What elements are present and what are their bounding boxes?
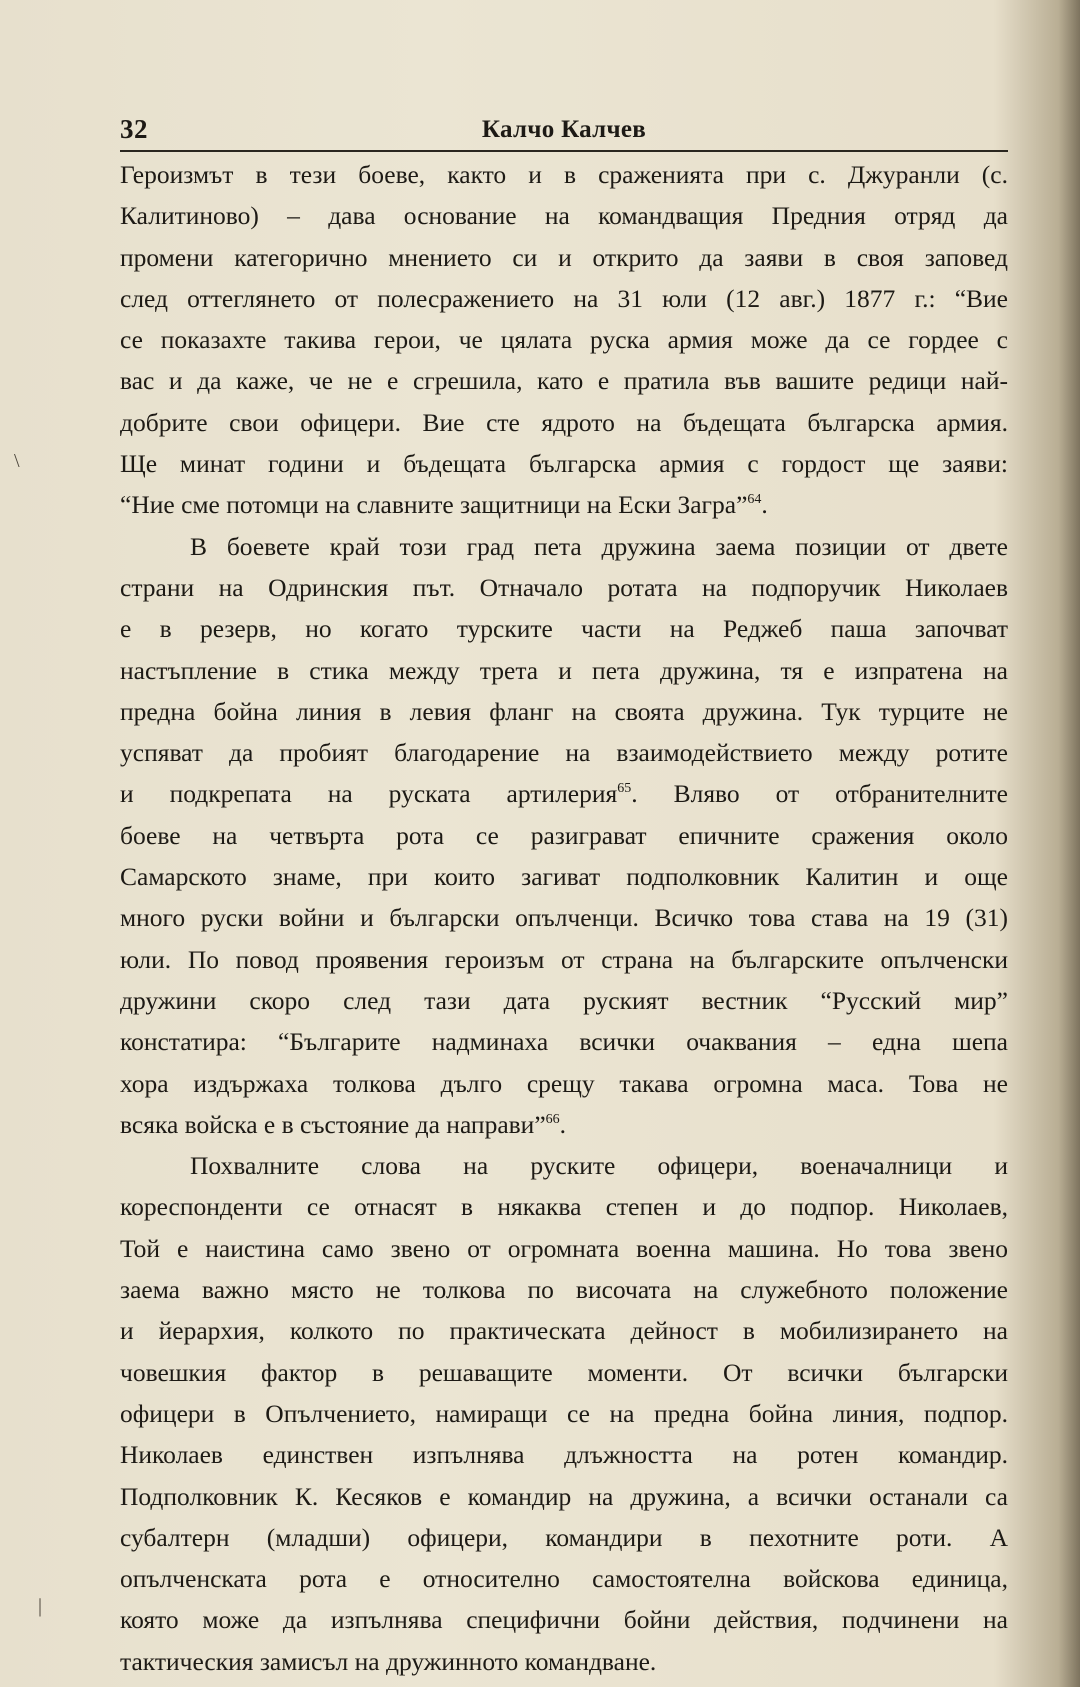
text-line — [120, 1599, 1008, 1640]
line-text: дружини скоро след тази дата руският вестник “Русский мир” — [120, 985, 1008, 1015]
line-text: офицери в Опълчението, намиращи се на предна бойна линия, подпор. — [120, 1398, 1008, 1428]
line-text: Калитиново) – дава основание на командващия Предния отряд да — [120, 201, 1008, 231]
text-line — [120, 1352, 1008, 1393]
text-line — [120, 360, 1008, 401]
line-text: всяка войска е в състояние да направи” — [120, 1109, 546, 1139]
paragraph — [120, 154, 1008, 526]
paragraph — [120, 1145, 1008, 1682]
text-line — [120, 1434, 1008, 1475]
line-text: и подкрепата на руската артилерия — [120, 779, 618, 809]
text-line — [120, 1476, 1008, 1517]
text-line — [120, 402, 1008, 443]
text-line — [120, 1228, 1008, 1269]
line-text-tail: . — [761, 490, 768, 520]
text-line — [120, 1310, 1008, 1351]
line-text: страни на Одринския път. Отначало ротата на подпоручик Николаев — [120, 572, 1008, 602]
line-text: след оттеглянето от полесражението на 31 юли (12 авг.) 1877 г.: “Вие — [120, 283, 1008, 313]
text-line — [120, 691, 1008, 732]
line-text: която може да изпълнява специфични бойни действия, подчинени на — [120, 1605, 1008, 1635]
text-line — [120, 732, 1008, 773]
running-head-author: Калчо Калчев — [481, 116, 647, 143]
line-text: кореспонденти се отнасят в някаква степен и до подпор. Николаев, — [120, 1192, 1008, 1222]
line-text: и йерархия, колкото по практическата дейност в мобилизирането на — [120, 1316, 1008, 1346]
line-text: В боевете край този град пета дружина заема позиции от двете — [190, 531, 1008, 561]
header-rule — [120, 150, 1008, 152]
line-text: предна бойна линия в левия фланг на своята дружина. Тук турците не — [120, 696, 1008, 726]
text-line — [120, 443, 1008, 484]
line-text: заема важно място не толкова по височата на служебното положение — [120, 1275, 1008, 1305]
text-line — [120, 1186, 1008, 1227]
text-line — [120, 1558, 1008, 1599]
line-text-tail: . Вляво от отбранителните — [631, 779, 1008, 809]
line-text: се показахте такива герои, че цялата руска армия може да се гордее с — [120, 325, 1008, 355]
line-text: промени категорично мнението си и открито да заяви в своя заповед — [120, 242, 1008, 272]
text-line — [120, 856, 1008, 897]
line-text: много руски войни и български опълченци. Всичко това става на 19 (31) — [120, 903, 1008, 933]
line-text: успяват да пробият благодарение на взаимодействието между ротите — [120, 738, 1008, 768]
line-text: настъпление в стика между трета и пета дружина, тя е изпратена на — [120, 655, 1008, 685]
text-line — [120, 195, 1008, 236]
line-text: хора издържаха толкова дълго срещу такава огромна маса. Това не — [120, 1068, 1008, 1098]
line-text: субалтерн (младши) офицери, командири в пехотните роти. А — [120, 1522, 1008, 1552]
text-line — [120, 1021, 1008, 1062]
line-text: Подполковник К. Кесяков е командир на дружина, а всички останали са — [120, 1481, 1008, 1511]
line-text: Той е наистина само звено от огромната военна машина. Но това звено — [120, 1233, 1008, 1263]
footnote-reference: 64 — [747, 492, 762, 508]
body-text — [120, 154, 1008, 1682]
line-text: Похвалните слова на руските офицери, военачалници и — [190, 1151, 1008, 1181]
text-line — [120, 1269, 1008, 1310]
text-line — [120, 1145, 1008, 1186]
footnote-reference: 65 — [617, 781, 632, 797]
text-line — [120, 1517, 1008, 1558]
text-line — [120, 154, 1008, 195]
text-line — [120, 939, 1008, 980]
text-line — [120, 1641, 1008, 1682]
text-line — [120, 897, 1008, 938]
text-line — [120, 1393, 1008, 1434]
footnote-reference: 66 — [545, 1111, 560, 1127]
line-text-tail: . — [559, 1109, 567, 1139]
text-line — [120, 237, 1008, 278]
line-text: “Ние сме потомци на славните защитници на Ески Загра” — [120, 490, 748, 520]
line-text: Николаев единствен изпълнява длъжността на ротен командир. — [120, 1440, 1008, 1470]
text-line — [120, 1063, 1008, 1104]
text-line — [120, 773, 1008, 814]
margin-scratch-mark: \ — [14, 450, 20, 472]
line-text: констатира: “Българите надминаха всички очаквания – една шепа — [120, 1027, 1008, 1057]
text-line — [120, 526, 1008, 567]
line-text: е в резерв, но когато турските части на Реджеб паша започват — [120, 614, 1008, 644]
margin-scratch-mark: | — [38, 1595, 43, 1617]
line-text: тактическия замисъл на дружинното командване. — [120, 1646, 657, 1676]
text-line — [120, 815, 1008, 856]
text-line — [120, 608, 1008, 649]
paragraph — [120, 526, 1008, 1145]
text-line — [120, 650, 1008, 691]
page-header — [120, 112, 1008, 150]
text-line — [120, 1104, 1008, 1145]
text-line — [120, 484, 1008, 525]
text-line — [120, 319, 1008, 360]
line-text: Героизмът в тези боеве, както и в сраженията при с. Джуранли (с. — [120, 160, 1008, 189]
line-text: Самарското знаме, при които загиват подполковник Калитин и още — [120, 862, 1008, 892]
line-text: добрите свои офицери. Вие сте ядрото на бъдещата българска армия. — [120, 407, 1008, 437]
line-text: вас и да каже, че не е сгрешила, като е пратила във вашите редици най- — [120, 366, 1008, 396]
line-text: боеве на четвърта рота се разиграват епичните сражения около — [120, 820, 1008, 850]
text-line — [120, 980, 1008, 1021]
page-number: 32 — [120, 114, 148, 144]
line-text: Ще минат години и бъдещата българска армия с гордост ще заяви: — [120, 449, 1008, 479]
text-line — [120, 278, 1008, 319]
line-text: човешкия фактор в решаващите моменти. От всички български — [120, 1357, 1008, 1387]
line-text: юли. По повод проявения героизъм от страна на българските опълченски — [120, 944, 1008, 974]
text-line — [120, 567, 1008, 608]
line-text: опълченската рота е относително самостоятелна войскова единица, — [120, 1564, 1008, 1594]
